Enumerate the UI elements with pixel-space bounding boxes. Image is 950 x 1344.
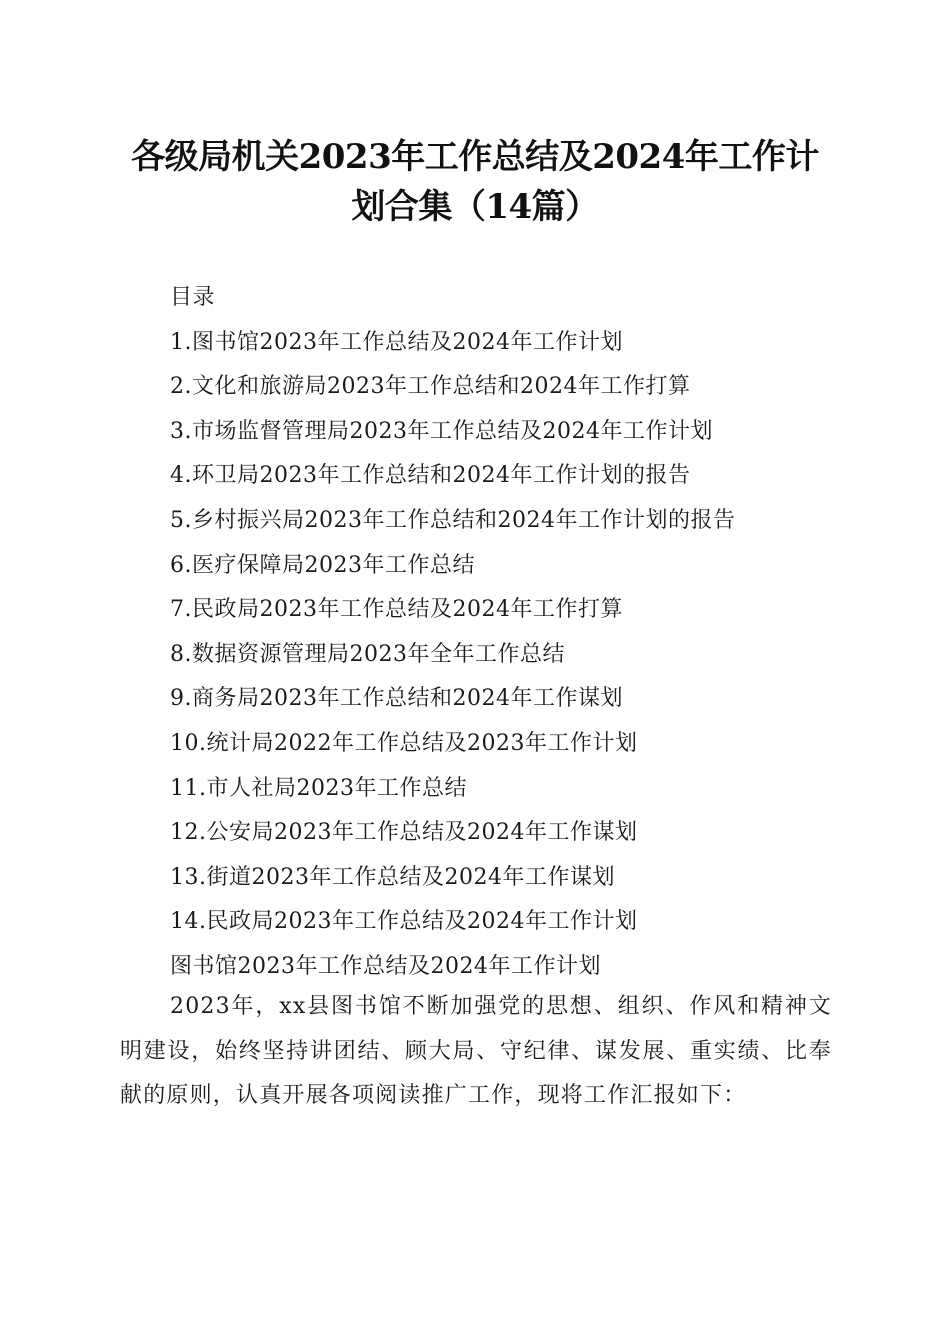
toc-heading: 目录 xyxy=(170,285,216,310)
toc-item-9[interactable]: 9.商务局2023年工作总结和2024年工作谋划 xyxy=(170,686,623,712)
toc-item-4[interactable]: 4.环卫局2023年工作总结和2024年工作计划的报告 xyxy=(170,463,691,489)
toc-item-5[interactable]: 5.乡村振兴局2023年工作总结和2024年工作计划的报告 xyxy=(170,507,736,533)
toc-item-11[interactable]: 11.市人社局2023年工作总结 xyxy=(170,775,467,801)
document-title-line-1: 各级局机关2023年工作总结及2024年工作计 xyxy=(131,137,819,177)
toc-item-2[interactable]: 2.文化和旅游局2023年工作总结和2024年工作打算 xyxy=(170,374,691,400)
document-title-line-2: 划合集（14篇） xyxy=(351,187,599,227)
toc-item-8[interactable]: 8.数据资源管理局2023年全年工作总结 xyxy=(170,641,565,667)
toc-item-13[interactable]: 13.街道2023年工作总结及2024年工作谋划 xyxy=(170,864,615,890)
toc-item-12[interactable]: 12.公安局2023年工作总结及2024年工作谋划 xyxy=(170,820,638,846)
toc-item-6[interactable]: 6.医疗保障局2023年工作总结 xyxy=(170,552,475,578)
toc-item-10[interactable]: 10.统计局2022年工作总结及2023年工作计划 xyxy=(170,730,638,756)
table-of-contents xyxy=(170,276,870,990)
toc-item-3[interactable]: 3.市场监督管理局2023年工作总结及2024年工作计划 xyxy=(170,418,713,444)
section-heading: 图书馆2023年工作总结及2024年工作计划 xyxy=(170,953,601,979)
toc-item-1[interactable]: 1.图书馆2023年工作总结及2024年工作计划 xyxy=(170,329,623,355)
document-title xyxy=(100,132,850,232)
toc-item-7[interactable]: 7.民政局2023年工作总结及2024年工作打算 xyxy=(170,597,623,623)
toc-item-14[interactable]: 14.民政局2023年工作总结及2024年工作计划 xyxy=(170,909,638,935)
body-paragraph: 2023年，xx县图书馆不断加强党的思想、组织、作风和精神文明建设，始终坚持讲团结、顾大局、守纪律、谋发展、重实绩、比奉献的原则，认真开展各项阅读推广工作，现将工作汇报如下： xyxy=(120,994,832,1109)
